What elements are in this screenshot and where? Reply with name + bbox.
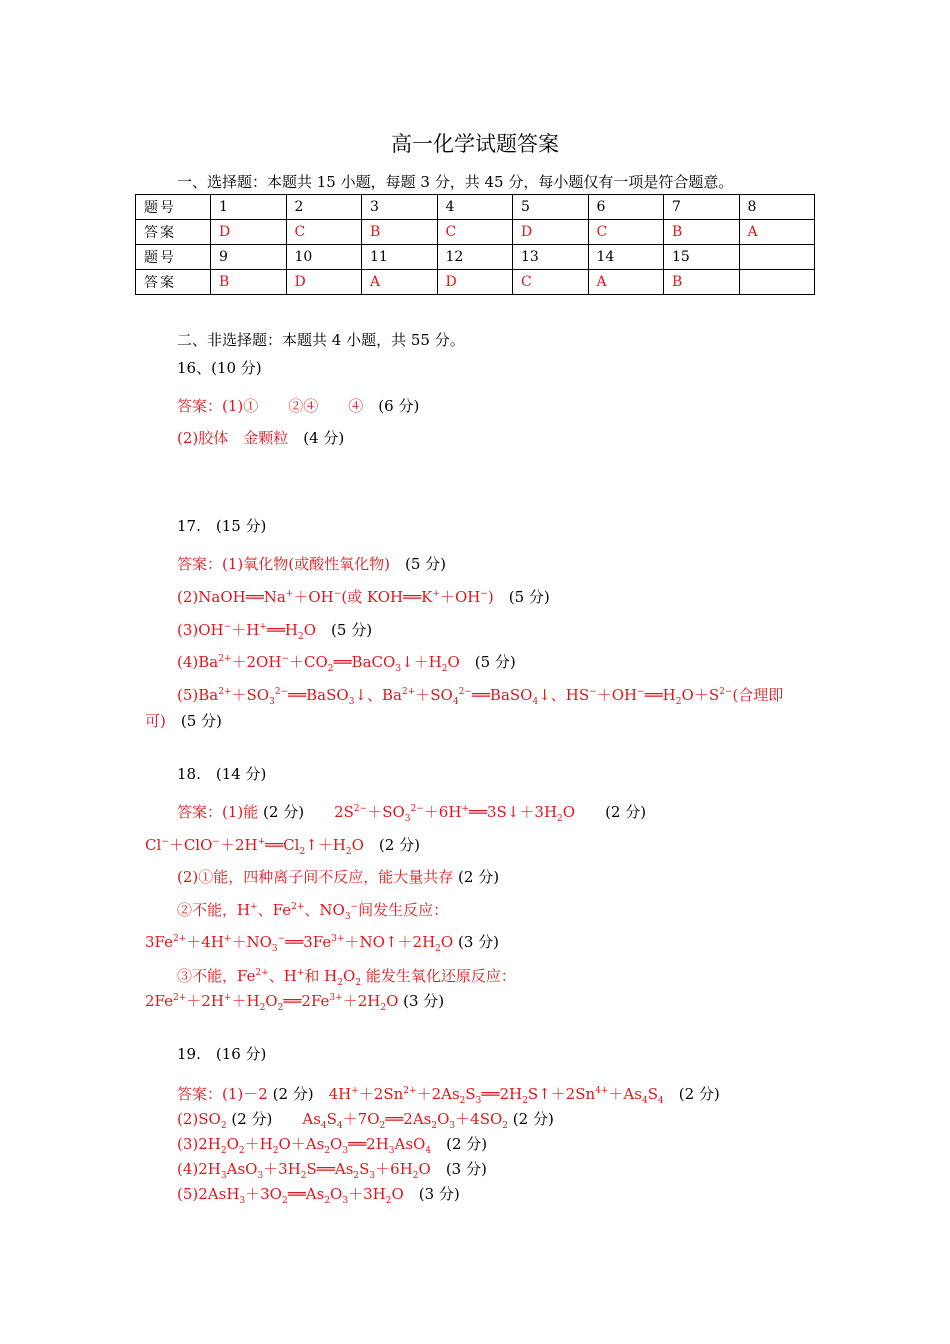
q17-answer-line-3: $(3)OH^-+H^+══H_2O$ (5 分) bbox=[177, 621, 373, 642]
q18-part1-answer: (1)能 bbox=[222, 803, 259, 821]
q17-answer-line-2: (2)NaOH══Na+＋OH−(或 KOH══K+＋OH−) (5 分) bbox=[177, 588, 550, 606]
question-number-cell: 3 bbox=[362, 195, 438, 220]
row-label-number: 题号 bbox=[136, 245, 211, 270]
q19-answer-line-5: $(5)2AsH_3+3O_2══As_2O_3+3H_2O$ (3 分) bbox=[177, 1185, 460, 1206]
score: (2 分) bbox=[458, 868, 500, 886]
score: (5 分) bbox=[404, 555, 447, 573]
q17-header: 17. (15 分) bbox=[177, 517, 267, 535]
question-number-cell: 7 bbox=[664, 195, 740, 220]
q17-answer-line-1 bbox=[177, 554, 446, 574]
answer-row bbox=[136, 270, 815, 295]
answer-label: 答案： bbox=[177, 1085, 223, 1103]
q18-part2-3-text: 能发生氧化还原反应： bbox=[365, 967, 516, 985]
answer-cell: C bbox=[513, 270, 589, 295]
score: (3 分) bbox=[418, 1185, 460, 1203]
q18-part2-3-answer: ③不能， bbox=[177, 967, 238, 985]
answer-cell: A bbox=[362, 270, 438, 295]
question-number-cell: 11 bbox=[362, 245, 438, 270]
page-title: 高一化学试题答案 bbox=[391, 132, 559, 156]
q18-answer-line-2: $Cl^-+ClO^-+2H^+══Cl_2↑+H_2O$ (2 分) bbox=[145, 836, 420, 857]
q16-answer-line-2 bbox=[177, 428, 344, 448]
question-number-cell: 4 bbox=[437, 195, 513, 220]
question-number-cell: 8 bbox=[739, 195, 815, 220]
score: (2 分) bbox=[263, 803, 305, 821]
question-number-cell: 14 bbox=[588, 245, 664, 270]
answer-cell: D bbox=[437, 270, 513, 295]
score: (2 分) bbox=[231, 1110, 273, 1128]
answer-cell: D bbox=[286, 270, 362, 295]
answer-cell: A bbox=[739, 220, 815, 245]
q17-answer-line-4: $(4)Ba^{2+}+2OH^-+CO_2══BaCO_3↓+H_2O$ (5 分) bbox=[177, 653, 516, 674]
q17-answer-line-5: $(5)Ba^{2+}+SO_3^{2-}══BaSO_3↓$、$Ba^{2+}+SO_4^{2-}══BaSO_4↓$、$HS^-+OH^-══H_2O+S^{2-}$(合理即 bbox=[177, 686, 784, 707]
question-number-cell bbox=[739, 245, 815, 270]
question-number-cell: 6 bbox=[588, 195, 664, 220]
question-number-row bbox=[136, 195, 815, 220]
score: (3 分) bbox=[457, 933, 500, 951]
score: (5 分) bbox=[331, 621, 373, 639]
q18-part2-1-answer: (2)①能，四种离子间不反应，能大量共存 bbox=[177, 868, 454, 886]
question-number-cell: 15 bbox=[664, 245, 740, 270]
question-number-cell: 13 bbox=[513, 245, 589, 270]
score: (3 分) bbox=[445, 1160, 487, 1178]
answer-cell: D bbox=[513, 220, 589, 245]
answer-cell bbox=[739, 270, 815, 295]
answer-cell: C bbox=[588, 220, 664, 245]
row-label-answer: 答案 bbox=[136, 220, 211, 245]
q18-part2-2-answer: ②不能， bbox=[177, 901, 238, 919]
q16-header: 16、(10 分) bbox=[177, 359, 262, 377]
q19-answer-line-3: $(3)2H_2O_2+H_2O+As_2O_3══2H_3AsO_4$ (2 分) bbox=[177, 1135, 488, 1156]
q16-part1-answer: (1)① ②④ ④ bbox=[222, 397, 364, 415]
question-number-cell: 9 bbox=[211, 245, 287, 270]
q18-answer-line-3 bbox=[177, 867, 499, 887]
answer-cell: A bbox=[588, 270, 664, 295]
note: 可) bbox=[145, 712, 166, 730]
answer-cell: D bbox=[211, 220, 287, 245]
q17-part1-answer: (1)氧化物(或酸性氧化物) bbox=[222, 555, 390, 573]
score: (4 分) bbox=[303, 429, 345, 447]
question-number-cell: 10 bbox=[286, 245, 362, 270]
answer-cell: B bbox=[664, 270, 740, 295]
score: (2 分) bbox=[678, 1085, 720, 1103]
q19-answer-line-2: $(2)SO_2$ (2 分) $As_4S_4+7O_2══2As_2O_3+4SO_2$ (2 分) bbox=[177, 1110, 554, 1131]
answer-cell: C bbox=[286, 220, 362, 245]
note: (合理即 bbox=[732, 686, 784, 704]
question-number-cell: 1 bbox=[211, 195, 287, 220]
q18-part2-2-text: 间发生反应： bbox=[358, 901, 449, 919]
row-label-answer: 答案 bbox=[136, 270, 211, 295]
section1-heading: 一、选择题：本题共 15 小题，每题 3 分，共 45 分，每小题仅有一项是符合题意。 bbox=[177, 173, 734, 191]
question-number-cell: 2 bbox=[286, 195, 362, 220]
answer-row bbox=[136, 220, 815, 245]
q16-answer-line-1 bbox=[177, 396, 419, 416]
q18-answer-line-6: ③不能，$Fe^{2+}$、H+和 $H_2O_2$ 能发生氧化还原反应： bbox=[177, 967, 516, 988]
score: (3 分) bbox=[403, 992, 445, 1010]
answer-label: 答案： bbox=[177, 397, 223, 415]
q18-answer-line-4: ②不能，H+、$Fe^{2+}$、$NO_3^-$间发生反应： bbox=[177, 901, 449, 922]
q17-answer-line-6 bbox=[145, 711, 222, 731]
q18-header: 18. (14 分) bbox=[177, 765, 267, 783]
answer-cell: C bbox=[437, 220, 513, 245]
score: (2 分) bbox=[512, 1110, 554, 1128]
q19-part1-answer: (1)－2 bbox=[222, 1085, 268, 1103]
row-label-number: 题号 bbox=[136, 195, 211, 220]
q19-header: 19. (16 分) bbox=[177, 1045, 267, 1063]
q18-answer-line-5: $3Fe^{2+}+4H^++NO_3^-══3Fe^{3+}+NO↑+2H_2O$ (3 分) bbox=[145, 933, 500, 954]
section2-heading: 二、非选择题：本题共 4 小题，共 55 分。 bbox=[177, 331, 465, 349]
q18-answer-line-7: $2Fe^{2+}+2H^++H_2O_2══2Fe^{3+}+2H_2O$ (3 分) bbox=[145, 992, 445, 1013]
answer-label: 答案： bbox=[177, 803, 223, 821]
score: (2 分) bbox=[378, 836, 420, 854]
score: (5 分) bbox=[508, 588, 550, 606]
question-number-cell: 12 bbox=[437, 245, 513, 270]
score: (5 分) bbox=[474, 653, 516, 671]
q18-answer-line-1: 答案：(1)能 (2 分) $2S^{2-}+SO_3^{2-}+6H^+══3S↓+3H_2O$ (2 分) bbox=[177, 803, 647, 824]
score: (2 分) bbox=[605, 803, 647, 821]
score: (6 分) bbox=[378, 397, 420, 415]
score: (5 分) bbox=[180, 712, 222, 730]
q19-answer-line-4: $(4)2H_3AsO_3+3H_2S══As_2S_3+6H_2O$ (3 分) bbox=[177, 1160, 487, 1181]
score: (2 分) bbox=[272, 1085, 314, 1103]
question-number-row bbox=[136, 245, 815, 270]
q19-answer-line-1: 答案：(1)－2 (2 分) $4H^++2Sn^{2+}+2As_2S_3══2H_2S↑+2Sn^{4+}+As_4S_4$ (2 分) bbox=[177, 1085, 720, 1106]
answer-label: 答案： bbox=[177, 555, 223, 573]
answer-cell: B bbox=[664, 220, 740, 245]
q16-part2-answer: (2)胶体 金颗粒 bbox=[177, 429, 289, 447]
answer-cell: B bbox=[362, 220, 438, 245]
score: (2 分) bbox=[446, 1135, 488, 1153]
question-number-cell: 5 bbox=[513, 195, 589, 220]
multiple-choice-answer-table bbox=[135, 194, 815, 295]
answer-cell: B bbox=[211, 270, 287, 295]
